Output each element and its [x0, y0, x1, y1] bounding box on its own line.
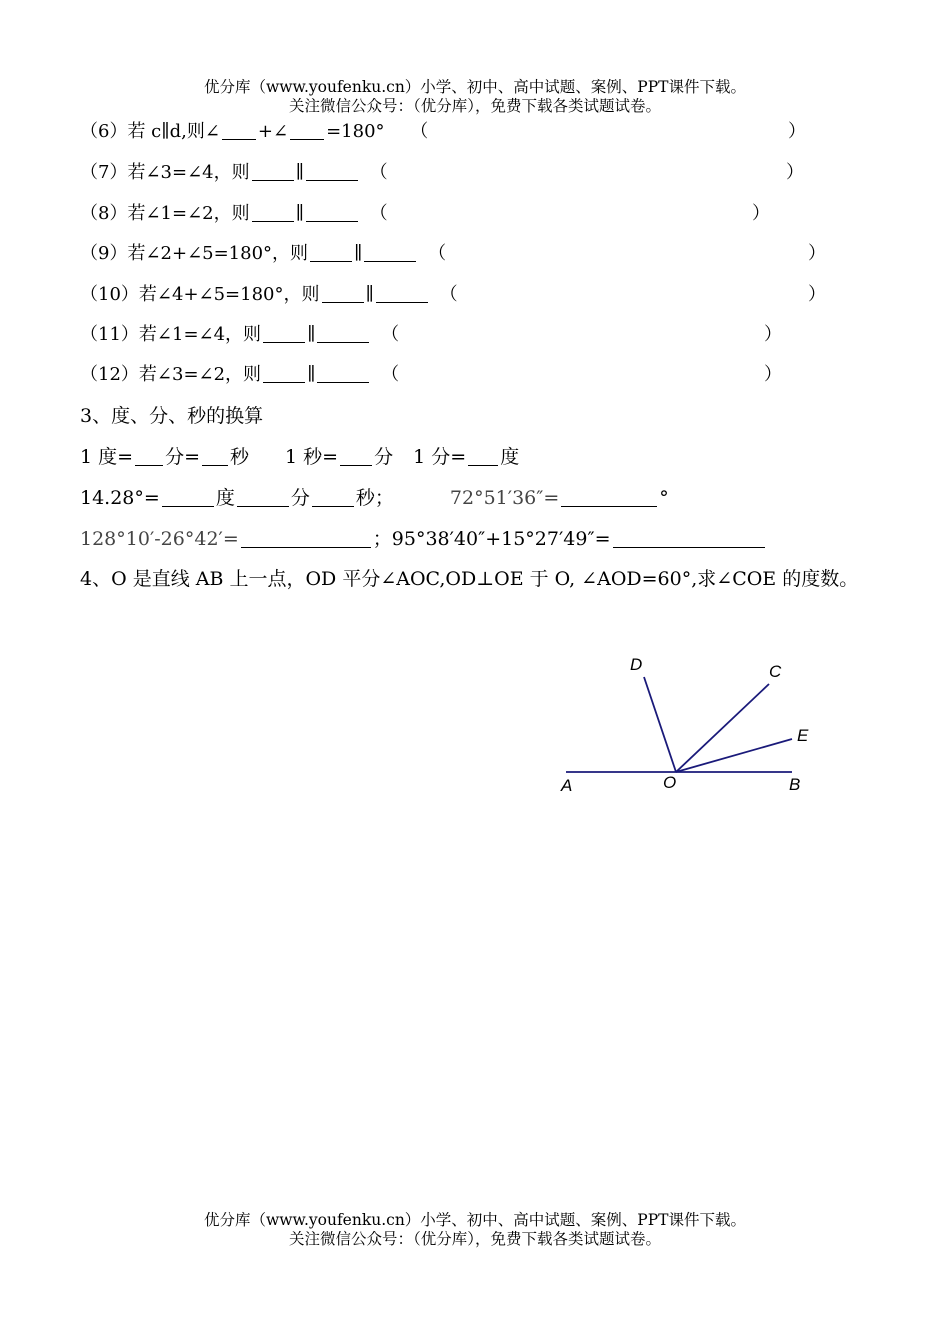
- conv1-c: 秒: [229, 446, 249, 468]
- conv1-blank-1[interactable]: [135, 447, 163, 466]
- item-10-blank-2[interactable]: [376, 284, 428, 303]
- item-7-open-paren: （: [369, 162, 388, 183]
- page-footer-line2: 关注微信公众号：（优分库），免费下载各类试题试卷。: [288, 1230, 661, 1248]
- label-D: D: [630, 655, 643, 674]
- conv1-e: 分: [374, 446, 394, 468]
- item-7-parallel: ∥: [295, 162, 304, 183]
- conv3-blank-2[interactable]: [613, 529, 765, 548]
- label-A: A: [561, 776, 573, 795]
- ray-OD: [644, 677, 676, 772]
- section-4-question: 4、O 是直线 AB 上一点，OD 平分∠AOC,OD⊥OE 于 O, ∠AOD=60°,求∠COE 的度数。: [80, 568, 859, 590]
- conv2-blank-3[interactable]: [312, 488, 354, 507]
- item-12-open-paren: （: [381, 364, 400, 385]
- conv2-d: 秒；: [355, 487, 394, 509]
- item-9-close-paren: ）: [808, 243, 826, 264]
- item-6-blank-1[interactable]: [222, 121, 256, 140]
- conv1-g: 度: [500, 446, 520, 468]
- item-7-close-paren: ）: [786, 162, 804, 183]
- conv2-f: °: [659, 487, 669, 509]
- item-10-parallel: ∥: [365, 284, 374, 305]
- item-7-blank-1[interactable]: [252, 162, 294, 181]
- item-10-blank-1[interactable]: [322, 284, 364, 303]
- item-12-blank-1[interactable]: [263, 364, 305, 383]
- item-6-close-paren: ）: [788, 121, 806, 142]
- item-12-parallel: ∥: [307, 364, 316, 385]
- conv3-blank-1[interactable]: [241, 529, 371, 548]
- conv2-blank-1[interactable]: [162, 488, 214, 507]
- question-item-11: [80, 323, 399, 347]
- item-9-label: （9）若∠2+∠5=180°，则: [80, 243, 309, 264]
- item-11-label: （11）若∠1=∠4，则: [80, 324, 262, 345]
- label-O: O: [663, 773, 677, 792]
- item-12-close-paren: ）: [764, 364, 782, 385]
- item-9-parallel: ∥: [354, 243, 363, 264]
- item-6-open-paren: （: [410, 121, 429, 142]
- question-item-6: [80, 120, 428, 144]
- page-footer-line1: 优分库（www.youfenku.cn）小学、初中、高中试题、案例、PPT课件下载。: [203, 1211, 747, 1229]
- question-item-9: [80, 242, 446, 266]
- item-11-parallel: ∥: [307, 324, 316, 345]
- item-8-blank-2[interactable]: [306, 203, 358, 222]
- question-item-7: [80, 161, 388, 185]
- conv2-c: 分: [290, 487, 310, 509]
- item-8-label: （8）若∠1=∠2，则: [80, 203, 250, 224]
- item-10-label: （10）若∠4+∠5=180°，则: [80, 284, 320, 305]
- question-item-10: [80, 283, 458, 307]
- conv1-a: 1 度=: [80, 446, 134, 468]
- item-9-blank-2[interactable]: [364, 243, 416, 262]
- item-6-eq: =180°: [326, 121, 385, 142]
- conv2-blank-2[interactable]: [237, 488, 289, 507]
- item-11-blank-2[interactable]: [317, 324, 369, 343]
- item-7-blank-2[interactable]: [306, 162, 358, 181]
- item-12-label: （12）若∠3=∠2，则: [80, 364, 262, 385]
- item-11-open-paren: （: [381, 324, 400, 345]
- conv1-blank-2[interactable]: [202, 447, 228, 466]
- item-6-plus: +∠: [257, 121, 289, 142]
- conv1-f: 1 分=: [413, 446, 467, 468]
- item-11-close-paren: ）: [764, 324, 782, 345]
- conv2-a: 14.28°=: [80, 487, 160, 509]
- item-8-blank-1[interactable]: [252, 203, 294, 222]
- item-8-close-paren: ）: [752, 203, 770, 224]
- item-7-label: （7）若∠3=∠4，则: [80, 162, 250, 183]
- page-header-line1: 优分库（www.youfenku.cn）小学、初中、高中试题、案例、PPT课件下载。: [203, 78, 747, 96]
- question-item-8: [80, 202, 388, 226]
- label-B: B: [789, 775, 801, 794]
- conv1-blank-3[interactable]: [340, 447, 372, 466]
- item-12-blank-2[interactable]: [317, 364, 369, 383]
- conv1-b: 分=: [165, 446, 200, 468]
- conv2-b: 度: [215, 487, 235, 509]
- ray-OC: [676, 684, 769, 772]
- conv3-a: 128°10′-26°42′=: [80, 528, 239, 550]
- question-item-12: [80, 363, 399, 387]
- conversion-line-2: [80, 486, 669, 510]
- conv1-blank-4[interactable]: [468, 447, 498, 466]
- item-10-close-paren: ）: [808, 284, 826, 305]
- conv2-e: 72°51′36″=: [449, 487, 560, 509]
- item-6-blank-2[interactable]: [290, 121, 324, 140]
- conv2-blank-4[interactable]: [561, 488, 657, 507]
- item-9-open-paren: （: [428, 243, 447, 264]
- conv3-b: ；95°38′40″+15°27′49″=: [372, 528, 611, 550]
- conversion-line-3: [80, 527, 767, 551]
- section-3-title: 3、度、分、秒的换算: [80, 405, 264, 427]
- label-C: C: [769, 662, 782, 681]
- item-10-open-paren: （: [439, 284, 458, 305]
- label-E: E: [797, 726, 809, 745]
- page-header-line2: 关注微信公众号：（优分库），免费下载各类试题试卷。: [288, 97, 661, 115]
- item-11-blank-1[interactable]: [263, 324, 305, 343]
- item-8-open-paren: （: [369, 203, 388, 224]
- conversion-line-1: [80, 445, 519, 469]
- item-8-parallel: ∥: [295, 203, 304, 224]
- ray-OE: [676, 739, 792, 772]
- item-6-label: （6）若 c∥d,则∠: [80, 121, 220, 142]
- conv1-d: 1 秒=: [285, 446, 339, 468]
- item-9-blank-1[interactable]: [310, 243, 352, 262]
